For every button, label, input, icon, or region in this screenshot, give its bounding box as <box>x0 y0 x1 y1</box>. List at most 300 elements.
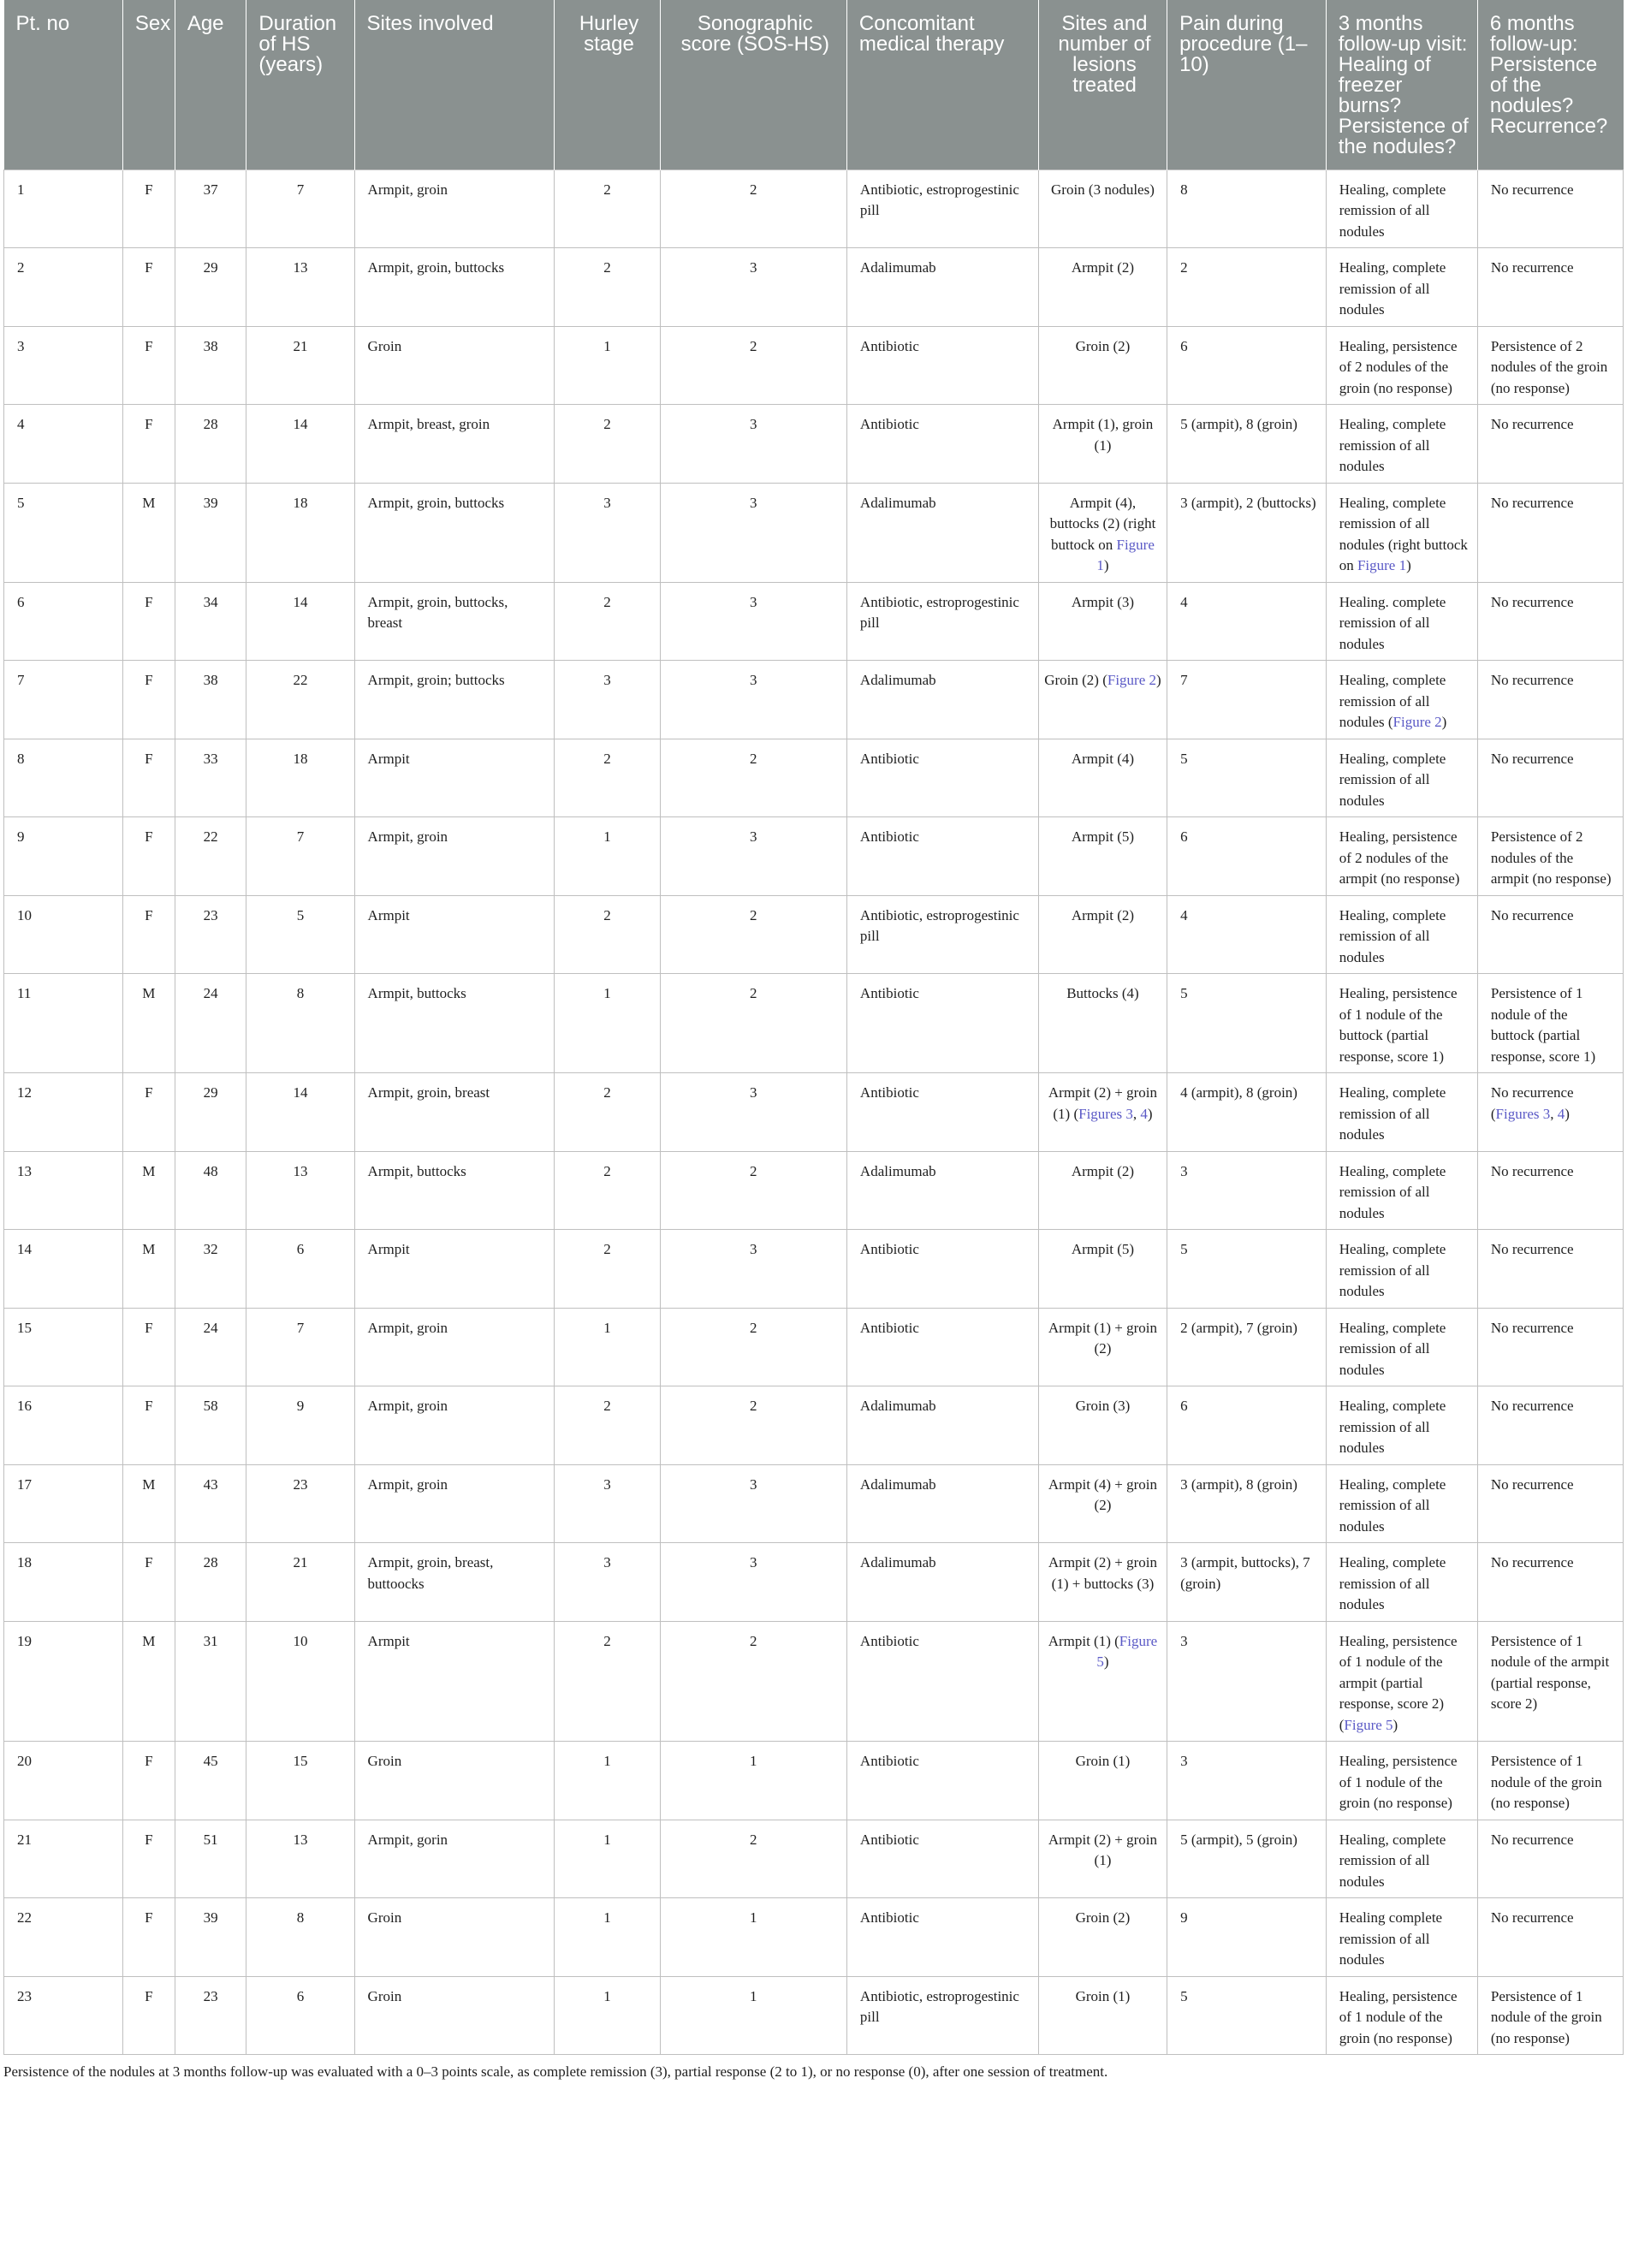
cell-text: 29 <box>203 1084 218 1101</box>
cell-text: 2 <box>603 906 611 923</box>
cell-followup-3m <box>1326 1386 1477 1465</box>
cell-text: F <box>145 259 153 276</box>
cell-followup-3m <box>1326 326 1477 405</box>
cell-text: F <box>145 750 153 767</box>
cell-text: 2 <box>750 750 757 767</box>
cell-pain <box>1167 895 1327 974</box>
cell-text: 3 <box>17 337 25 354</box>
cell-text: 11 <box>17 985 32 1001</box>
cell-followup-3m <box>1326 1898 1477 1977</box>
cell-age <box>175 1230 246 1309</box>
cell-medical-therapy <box>846 405 1038 484</box>
cell-medical-therapy <box>846 1898 1038 1977</box>
cell-sites-involved <box>354 1543 555 1622</box>
cell-age <box>175 169 246 248</box>
cell-text: Armpit (2) + groin (1) + buttocks (3) <box>1048 1554 1158 1592</box>
cell-text: 7 <box>296 828 305 845</box>
cell-followup-3m <box>1326 1543 1477 1622</box>
cell-lesions-treated <box>1038 1898 1167 1977</box>
cell-text: Groin (1) <box>1075 1987 1131 2004</box>
cell-text: Groin <box>367 337 402 354</box>
cell-pt-no <box>4 1621 123 1742</box>
cell-sex <box>122 661 175 739</box>
cell-text: 6 <box>296 1987 305 2004</box>
figure-link[interactable]: 4 <box>1557 1105 1565 1122</box>
cell-text: 24 <box>203 985 218 1001</box>
table-row <box>4 1898 1624 1977</box>
cell-text: Antibiotic <box>859 750 919 767</box>
cell-text: 18 <box>293 750 308 767</box>
cell-sex <box>122 248 175 327</box>
cell-text: 48 <box>203 1162 218 1179</box>
cell-text: 2 <box>603 1241 611 1257</box>
cell-text: Healing, complete remission of all nodules <box>1339 1084 1446 1143</box>
cell-pain <box>1167 739 1327 817</box>
cell-sites-involved <box>354 895 555 974</box>
cell-hurley-stage <box>555 169 660 248</box>
cell-text: Groin (3 nodules) <box>1051 181 1155 198</box>
header-3-month-followup: 3 months follow-up visit: Healing of freezer burns? Persistence of the nodules? <box>1326 0 1477 169</box>
cell-text: Antibiotic <box>859 416 919 432</box>
cell-text: F <box>145 1319 153 1336</box>
table-row <box>4 405 1624 484</box>
cell-text: 4 <box>17 416 25 432</box>
cell-text: 2 <box>603 750 611 767</box>
cell-lesions-treated <box>1038 1230 1167 1309</box>
cell-age <box>175 1073 246 1152</box>
figure-link[interactable]: Figure 5 <box>1344 1716 1393 1733</box>
cell-text: 32 <box>203 1241 218 1257</box>
cell-followup-6m <box>1477 1073 1623 1152</box>
cell-text: 24 <box>203 1319 218 1336</box>
cell-sonographic-score <box>660 1898 846 1977</box>
cell-text: F <box>145 1084 153 1101</box>
cell-text: ) <box>1103 557 1109 573</box>
cell-sonographic-score <box>660 817 846 896</box>
cell-duration <box>246 1073 354 1152</box>
cell-text: F <box>145 1831 153 1848</box>
cell-lesions-treated <box>1038 661 1167 739</box>
header-sex: Sex <box>122 0 175 169</box>
cell-text: Armpit, groin, buttocks <box>367 494 505 511</box>
table-row <box>4 169 1624 248</box>
cell-text: 2 <box>603 259 611 276</box>
cell-hurley-stage <box>555 817 660 896</box>
cell-text: Healing, persistence of 2 nodules of the armpit (no response) <box>1339 828 1460 887</box>
cell-text: Persistence of 1 nodule of the groin (no response) <box>1490 1753 1602 1811</box>
cell-lesions-treated <box>1038 1621 1167 1742</box>
cell-text: 18 <box>17 1554 32 1570</box>
table-row <box>4 1073 1624 1152</box>
cell-text: 14 <box>17 1241 32 1257</box>
cell-text: Antibiotic <box>859 1632 919 1649</box>
cell-pain <box>1167 1976 1327 2055</box>
cell-lesions-treated <box>1038 1308 1167 1386</box>
cell-text: , <box>1132 1105 1141 1122</box>
header-medical-therapy: Concomitant medical therapy <box>846 0 1038 169</box>
cell-text: 8 <box>296 1909 305 1926</box>
cell-sites-involved <box>354 483 555 582</box>
cell-text: Armpit, buttocks <box>367 985 466 1001</box>
cell-text: 6 <box>1180 828 1188 845</box>
cell-text: Armpit (2) <box>1071 1162 1135 1179</box>
cell-followup-6m <box>1477 582 1623 661</box>
cell-duration <box>246 582 354 661</box>
cell-hurley-stage <box>555 248 660 327</box>
cell-sites-involved <box>354 1073 555 1152</box>
cell-medical-therapy <box>846 169 1038 248</box>
cell-age <box>175 1543 246 1622</box>
cell-text: 5 (armpit), 8 (groin) <box>1180 416 1297 432</box>
cell-hurley-stage <box>555 1621 660 1742</box>
cell-text: 5 <box>1180 985 1188 1001</box>
cell-lesions-treated <box>1038 1386 1167 1465</box>
table-footnote: Persistence of the nodules at 3 months follow-up was evaluated with a 0–3 points scale, as complete remission (3), partial response (2 to 1), or no response (0), after one session of treatment. <box>3 2063 1108 2080</box>
cell-text: Adalimumab <box>859 1475 936 1493</box>
cell-text: M <box>142 1162 156 1179</box>
cell-text: Healing, complete remission of all nodules <box>1339 1554 1446 1612</box>
cell-text: Adalimumab <box>859 259 936 276</box>
cell-text: 2 <box>750 1319 757 1336</box>
cell-text: Armpit (1), groin (1) <box>1052 416 1154 454</box>
cell-followup-6m <box>1477 1742 1623 1820</box>
cell-medical-therapy <box>846 1742 1038 1820</box>
cell-text: 4 (armpit), 8 (groin) <box>1180 1084 1297 1101</box>
cell-hurley-stage <box>555 739 660 817</box>
cell-text: Healing, persistence of 1 nodule of the buttock (partial response, score 1) <box>1339 985 1458 1065</box>
cell-text: 2 <box>603 416 611 432</box>
cell-pain <box>1167 1151 1327 1230</box>
cell-text: F <box>145 593 153 610</box>
cell-medical-therapy <box>846 483 1038 582</box>
cell-sex <box>122 1073 175 1152</box>
cell-age <box>175 895 246 974</box>
cell-medical-therapy <box>846 1308 1038 1386</box>
cell-text: Antibiotic <box>859 1084 919 1101</box>
cell-text: F <box>145 1909 153 1926</box>
cell-pt-no <box>4 248 123 327</box>
cell-age <box>175 1898 246 1977</box>
cell-age <box>175 661 246 739</box>
cell-lesions-treated <box>1038 1151 1167 1230</box>
cell-duration <box>246 1464 354 1543</box>
cell-text: 3 <box>750 1084 757 1101</box>
cell-text: ) <box>1147 1105 1153 1122</box>
cell-text: 10 <box>17 906 32 923</box>
cell-followup-3m <box>1326 1820 1477 1898</box>
cell-sex <box>122 895 175 974</box>
figure-link[interactable]: Figures 3 <box>1078 1105 1133 1122</box>
cell-text: No recurrence <box>1490 1398 1574 1414</box>
cell-text: No recurrence <box>1490 494 1574 511</box>
cell-text: Adalimumab <box>859 1162 936 1179</box>
cell-sonographic-score <box>660 1151 846 1230</box>
cell-text: Healing, complete remission of all nodules (right buttock on <box>1339 494 1468 573</box>
cell-text: 37 <box>203 181 218 198</box>
cell-text: Antibiotic <box>859 1753 919 1769</box>
cell-text: M <box>142 494 156 511</box>
table-row <box>4 1543 1624 1622</box>
cell-text: Armpit, buttocks <box>367 1162 466 1179</box>
cell-text: 3 <box>750 672 757 688</box>
header-sites-involved: Sites involved <box>354 0 555 169</box>
cell-text: 3 (armpit), 8 (groin) <box>1180 1475 1297 1493</box>
cell-text: Armpit (2) + groin (1) <box>1048 1831 1158 1868</box>
cell-text: No recurrence <box>1490 181 1574 198</box>
cell-hurley-stage <box>555 1151 660 1230</box>
cell-text: 3 <box>1180 1632 1188 1649</box>
cell-text: Armpit (3) <box>1071 593 1135 610</box>
cell-hurley-stage <box>555 1386 660 1465</box>
cell-sex <box>122 1230 175 1309</box>
cell-text: 58 <box>203 1398 218 1414</box>
cell-text: Armpit <box>367 906 410 923</box>
cell-text: 1 <box>750 1753 757 1769</box>
cell-sonographic-score <box>660 1386 846 1465</box>
cell-text: Armpit, groin <box>367 1475 448 1493</box>
cell-text: Armpit <box>367 750 410 767</box>
cell-text: 13 <box>293 1162 308 1179</box>
cell-text: Persistence of 1 nodule of the groin (no response) <box>1490 1987 1602 2046</box>
cell-text: M <box>142 1475 156 1493</box>
cell-sex <box>122 1308 175 1386</box>
cell-text: Healing, complete remission of all nodules <box>1339 1162 1446 1221</box>
cell-hurley-stage <box>555 1820 660 1898</box>
table-row <box>4 326 1624 405</box>
cell-sex <box>122 1621 175 1742</box>
cell-text: Armpit (4), buttocks (2) (right buttock on <box>1049 494 1156 553</box>
cell-sonographic-score <box>660 739 846 817</box>
cell-text: Antibiotic <box>859 1241 919 1257</box>
cell-text: No recurrence <box>1490 1554 1574 1570</box>
cell-age <box>175 1386 246 1465</box>
figure-link[interactable]: Figure 2 <box>1392 714 1442 730</box>
cell-pain <box>1167 582 1327 661</box>
table-body <box>4 169 1624 2055</box>
cell-pain <box>1167 483 1327 582</box>
cell-lesions-treated <box>1038 895 1167 974</box>
figure-link[interactable]: 4 <box>1140 1105 1148 1122</box>
cell-text: 34 <box>203 593 218 610</box>
cell-sex <box>122 1386 175 1465</box>
cell-followup-3m <box>1326 1742 1477 1820</box>
cell-duration <box>246 483 354 582</box>
cell-text: 15 <box>293 1753 308 1769</box>
cell-duration <box>246 1151 354 1230</box>
cell-text: 6 <box>1180 337 1188 354</box>
cell-text: M <box>142 1241 156 1257</box>
cell-hurley-stage <box>555 582 660 661</box>
cell-followup-6m <box>1477 739 1623 817</box>
cell-sonographic-score <box>660 1464 846 1543</box>
figure-link[interactable]: Figures 3 <box>1495 1105 1551 1122</box>
cell-sex <box>122 1742 175 1820</box>
cell-duration <box>246 1386 354 1465</box>
cell-text: 5 <box>1180 1987 1188 2004</box>
table-row <box>4 248 1624 327</box>
cell-text: 22 <box>203 828 218 845</box>
cell-text: No recurrence <box>1490 672 1574 688</box>
cell-sites-involved <box>354 1464 555 1543</box>
table-row <box>4 1230 1624 1309</box>
cell-text: 3 <box>750 416 757 432</box>
cell-followup-3m <box>1326 483 1477 582</box>
cell-sex <box>122 582 175 661</box>
cell-pain <box>1167 405 1327 484</box>
cell-text: No recurrence <box>1490 1909 1574 1926</box>
cell-text: F <box>145 416 153 432</box>
cell-text: 7 <box>1180 672 1188 688</box>
cell-text: M <box>142 985 156 1001</box>
cell-medical-therapy <box>846 739 1038 817</box>
cell-text: 2 <box>750 1398 757 1414</box>
cell-text: 3 (armpit, buttocks), 7 (groin) <box>1180 1554 1310 1592</box>
cell-pt-no <box>4 1742 123 1820</box>
cell-text: 17 <box>17 1475 32 1493</box>
cell-text: 2 <box>750 906 757 923</box>
cell-text: 1 <box>603 337 611 354</box>
cell-text: 3 <box>750 828 757 845</box>
cell-text: 18 <box>293 494 308 511</box>
cell-pt-no <box>4 1386 123 1465</box>
figure-link[interactable]: Figure 5 <box>1096 1632 1158 1670</box>
cell-text: ) <box>1441 714 1447 730</box>
cell-text: Armpit (5) <box>1071 828 1135 845</box>
cell-text: 8 <box>1180 181 1188 198</box>
cell-text: 12 <box>17 1084 32 1101</box>
cell-sites-involved <box>354 326 555 405</box>
cell-text: 2 <box>603 181 611 198</box>
cell-text: 39 <box>203 494 218 511</box>
cell-sites-involved <box>354 974 555 1073</box>
cell-text: No recurrence <box>1490 416 1574 432</box>
cell-text: 6 <box>296 1241 305 1257</box>
cell-text: Healing, persistence of 1 nodule of the groin (no response) <box>1339 1753 1458 1811</box>
cell-age <box>175 1976 246 2055</box>
cell-sex <box>122 739 175 817</box>
cell-text: Armpit <box>367 1241 410 1257</box>
cell-text: 14 <box>293 593 308 610</box>
cell-hurley-stage <box>555 1742 660 1820</box>
cell-sites-involved <box>354 405 555 484</box>
cell-duration <box>246 1976 354 2055</box>
cell-text: 33 <box>203 750 218 767</box>
cell-text: 23 <box>203 1987 218 2004</box>
cell-text: 14 <box>293 1084 308 1101</box>
cell-text: ) <box>1156 672 1161 688</box>
cell-followup-6m <box>1477 405 1623 484</box>
cell-sonographic-score <box>660 1543 846 1622</box>
cell-sonographic-score <box>660 974 846 1073</box>
cell-duration <box>246 661 354 739</box>
figure-link[interactable]: Figure 1 <box>1357 557 1407 573</box>
cell-medical-therapy <box>846 1386 1038 1465</box>
cell-pain <box>1167 169 1327 248</box>
cell-pain <box>1167 1898 1327 1977</box>
cell-hurley-stage <box>555 974 660 1073</box>
cell-hurley-stage <box>555 895 660 974</box>
cell-text: Armpit (4) <box>1071 750 1135 767</box>
cell-pain <box>1167 1073 1327 1152</box>
cell-text: 2 <box>750 337 757 354</box>
cell-hurley-stage <box>555 1308 660 1386</box>
cell-sex <box>122 1151 175 1230</box>
cell-text: 13 <box>293 1831 308 1848</box>
cell-text: 2 <box>750 181 757 198</box>
cell-text: Antibiotic <box>859 985 919 1001</box>
cell-text: Healing, persistence of 2 nodules of the groin (no response) <box>1339 337 1458 396</box>
cell-text: ) <box>1392 1716 1398 1733</box>
cell-text: 9 <box>296 1398 305 1414</box>
cell-text: No recurrence <box>1490 593 1574 610</box>
cell-lesions-treated <box>1038 1543 1167 1622</box>
cell-followup-3m <box>1326 1073 1477 1152</box>
cell-duration <box>246 895 354 974</box>
cell-text: 3 <box>603 672 611 688</box>
cell-text: Armpit, groin <box>367 1398 448 1414</box>
cell-text: F <box>145 906 153 923</box>
cell-hurley-stage <box>555 1073 660 1152</box>
cell-sonographic-score <box>660 661 846 739</box>
cell-text: 16 <box>17 1398 32 1414</box>
cell-text: 3 <box>1180 1162 1188 1179</box>
cell-pain <box>1167 817 1327 896</box>
cell-text: 23 <box>203 906 218 923</box>
cell-text: Adalimumab <box>859 494 936 511</box>
cell-text: 28 <box>203 416 218 432</box>
cell-text: F <box>145 828 153 845</box>
cell-text: Armpit, groin, breast, buttoocks <box>367 1554 494 1592</box>
cell-followup-3m <box>1326 1151 1477 1230</box>
cell-lesions-treated <box>1038 483 1167 582</box>
cell-text: Groin (2) <box>1075 1909 1131 1926</box>
cell-age <box>175 1621 246 1742</box>
cell-text: 1 <box>603 1909 611 1926</box>
cell-text: 8 <box>17 750 25 767</box>
patient-table <box>3 0 1624 2055</box>
cell-text: 2 <box>750 1162 757 1179</box>
figure-link[interactable]: Figure 1 <box>1096 536 1155 573</box>
cell-followup-6m <box>1477 895 1623 974</box>
cell-text: 5 (armpit), 5 (groin) <box>1180 1831 1297 1848</box>
cell-pt-no <box>4 1820 123 1898</box>
table-row <box>4 1151 1624 1230</box>
cell-sex <box>122 974 175 1073</box>
cell-followup-3m <box>1326 405 1477 484</box>
cell-pt-no <box>4 1543 123 1622</box>
cell-pt-no <box>4 1308 123 1386</box>
cell-sonographic-score <box>660 248 846 327</box>
cell-text: 29 <box>203 259 218 276</box>
table-row <box>4 1464 1624 1543</box>
figure-link[interactable]: Figure 2 <box>1107 672 1157 688</box>
table-row <box>4 1386 1624 1465</box>
cell-text: Armpit, gorin <box>367 1831 448 1848</box>
cell-text: Armpit, groin <box>367 181 448 198</box>
cell-lesions-treated <box>1038 326 1167 405</box>
cell-text: 19 <box>17 1632 32 1649</box>
cell-text: ) <box>1565 1105 1570 1122</box>
cell-text: 1 <box>750 1909 757 1926</box>
cell-medical-therapy <box>846 974 1038 1073</box>
cell-text: 20 <box>17 1753 32 1769</box>
cell-pt-no <box>4 1976 123 2055</box>
cell-text: 3 <box>750 259 757 276</box>
table-row <box>4 483 1624 582</box>
cell-followup-6m <box>1477 1230 1623 1309</box>
cell-sonographic-score <box>660 169 846 248</box>
cell-text: Healing, complete remission of all nodules <box>1339 259 1446 318</box>
